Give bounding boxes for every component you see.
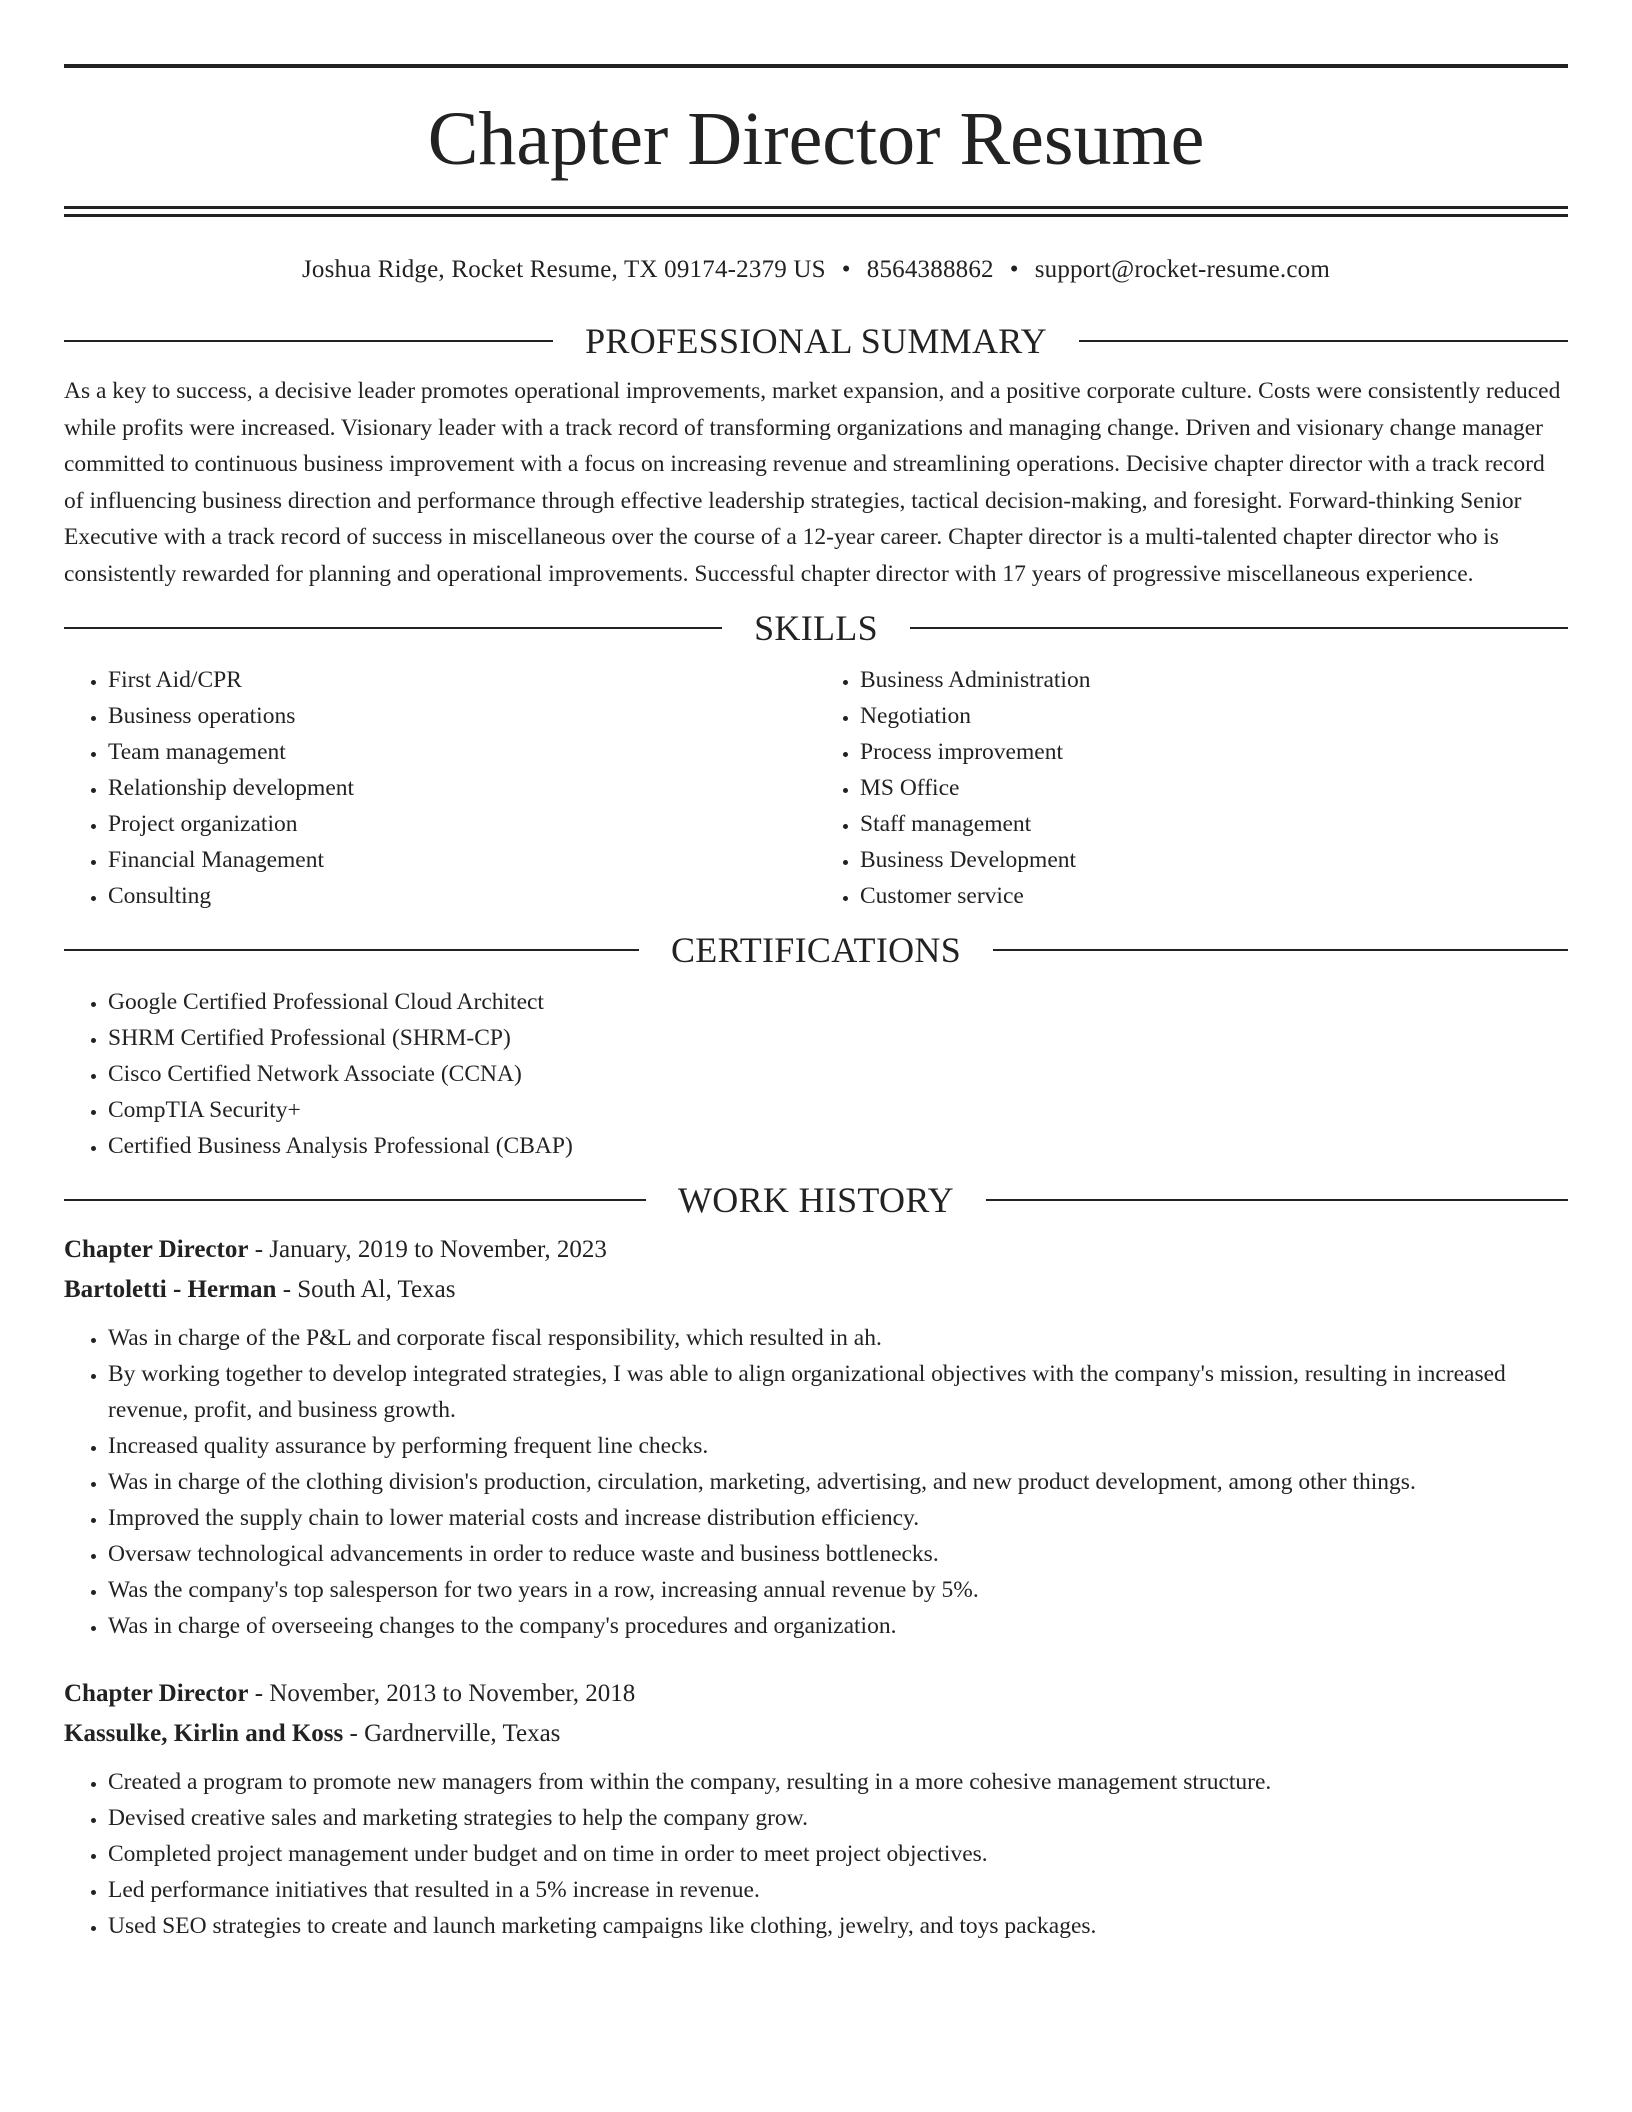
job-dates: November, 2013 to November, 2018 — [269, 1680, 636, 1707]
job-company-line: Bartoletti - Herman - South Al, Texas — [64, 1276, 456, 1303]
heading-rule — [64, 1199, 646, 1201]
skills-right-column — [816, 662, 1568, 914]
title-bottom-rule — [64, 206, 1568, 217]
list-item: • Certified Business Analysis Professional (CBAP) — [108, 1128, 1568, 1164]
skills-heading-label: SKILLS — [754, 608, 878, 648]
contact-phone: 8564388862 — [866, 256, 994, 283]
list-item: • Was in charge of the P&L and corporate fiscal responsibility, which resulted in ah. — [108, 1320, 1568, 1356]
heading-rule — [993, 949, 1568, 951]
contact-separator: • — [1009, 256, 1019, 283]
list-item: • Google Certified Professional Cloud Architect — [108, 984, 1568, 1020]
heading-rule — [64, 949, 639, 951]
page-title: Chapter Director Resume — [427, 97, 1205, 181]
heading-rule — [64, 627, 722, 629]
heading-rule — [910, 627, 1568, 629]
contact-address: Joshua Ridge, Rocket Resume, TX 09174-2379 US — [302, 256, 826, 283]
job-company-line: Kassulke, Kirlin and Koss - Gardnerville, Texas — [64, 1720, 561, 1747]
job-title-line: Chapter Director - November, 2013 to November, 2018 — [64, 1680, 636, 1707]
list-item: • Created a program to promote new managers from within the company, resulting in a more cohesive management structure. — [108, 1764, 1568, 1800]
list-item: • Business Development — [860, 842, 1568, 878]
summary-heading-label: PROFESSIONAL SUMMARY — [585, 321, 1047, 361]
list-item: • Staff management — [860, 806, 1568, 842]
list-item: • Led performance initiatives that resulted in a 5% increase in revenue. — [108, 1872, 1568, 1908]
contact-email[interactable]: support@rocket-resume.com — [1034, 256, 1330, 283]
list-item: • Financial Management — [108, 842, 816, 878]
title-block — [64, 64, 1568, 217]
summary-text: As a key to success, a decisive leader promotes operational improvements, market expansion, and a positive corporate culture. Costs were consistently reduced while profits were increased. Visionary leader with a track record of transforming organizations and managing change. Driven and visionary change manager committed to continuous business improvement with a focus on increasing revenue and streamlining operations. Decisive chapter director with a track record of influencing business direction and performance through effective leadership strategies, tactical decision-making, and foresight. Forward-thinking Senior Executive with a track record of success in miscellaneous over the course of a 12-year career. Chapter director is a multi-talented chapter director who is consistently rewarded for planning and operational improvements. Successful chapter director with 17 years of progressive miscellaneous experience. — [64, 378, 1561, 587]
work-heading-label: WORK HISTORY — [678, 1180, 954, 1220]
contact-separator: • — [841, 256, 851, 283]
job-bullets — [64, 1320, 1568, 1644]
certifications-heading — [64, 932, 1568, 968]
job-entry — [64, 1674, 1568, 1944]
certifications-heading-label: CERTIFICATIONS — [670, 930, 962, 970]
list-item: • Oversaw technological advancements in order to reduce waste and business bottlenecks. — [108, 1536, 1568, 1572]
list-item: • Project organization — [108, 806, 816, 842]
job-role: Chapter Director — [64, 1236, 249, 1263]
job-dates: January, 2019 to November, 2023 — [269, 1236, 607, 1263]
skills-list — [64, 662, 1568, 914]
list-item: • Consulting — [108, 878, 816, 914]
list-item: • Was in charge of the clothing division's production, circulation, marketing, advertising, and new product development, among other things. — [108, 1464, 1568, 1500]
heading-rule — [1079, 340, 1568, 342]
list-item: • MS Office — [860, 770, 1568, 806]
list-item: • Was the company's top salesperson for two years in a row, increasing annual revenue by 5%. — [108, 1572, 1568, 1608]
list-item: • Increased quality assurance by performing frequent line checks. — [108, 1428, 1568, 1464]
list-item: • First Aid/CPR — [108, 662, 816, 698]
job-company: Bartoletti - Herman — [64, 1276, 277, 1303]
list-item: • Completed project management under budget and on time in order to meet project objectives. — [108, 1836, 1568, 1872]
job-location: South Al, Texas — [297, 1276, 456, 1303]
heading-rule — [64, 340, 553, 342]
heading-rule — [986, 1199, 1568, 1201]
list-item: • Team management — [108, 734, 816, 770]
list-item: • Relationship development — [108, 770, 816, 806]
job-location: Gardnerville, Texas — [364, 1720, 561, 1747]
list-item: • Customer service — [860, 878, 1568, 914]
certifications-list — [64, 984, 1568, 1164]
contact-line — [64, 255, 1568, 285]
list-item: • Devised creative sales and marketing strategies to help the company grow. — [108, 1800, 1568, 1836]
job-role: Chapter Director — [64, 1680, 249, 1707]
list-item: • Was in charge of overseeing changes to the company's procedures and organization. — [108, 1608, 1568, 1644]
job-entry — [64, 1230, 1568, 1644]
list-item: • Used SEO strategies to create and launch marketing campaigns like clothing, jewelry, and toys packages. — [108, 1908, 1568, 1944]
list-item: • SHRM Certified Professional (SHRM-CP) — [108, 1020, 1568, 1056]
list-item: • Negotiation — [860, 698, 1568, 734]
job-bullets — [64, 1764, 1568, 1944]
job-title-line: Chapter Director - January, 2019 to November, 2023 — [64, 1236, 607, 1263]
list-item: • By working together to develop integrated strategies, I was able to align organizational objectives with the company's mission, resulting in increased revenue, profit, and business growth. — [108, 1356, 1568, 1428]
resume-page — [64, 0, 1568, 1944]
work-heading — [64, 1182, 1568, 1218]
list-item: • Process improvement — [860, 734, 1568, 770]
list-item: • Cisco Certified Network Associate (CCNA) — [108, 1056, 1568, 1092]
list-item: • CompTIA Security+ — [108, 1092, 1568, 1128]
skills-heading — [64, 610, 1568, 646]
list-item: • Business operations — [108, 698, 816, 734]
list-item: • Business Administration — [860, 662, 1568, 698]
job-company: Kassulke, Kirlin and Koss — [64, 1720, 344, 1747]
summary-heading — [64, 323, 1568, 359]
list-item: • Improved the supply chain to lower material costs and increase distribution efficiency. — [108, 1500, 1568, 1536]
skills-left-column — [64, 662, 816, 914]
